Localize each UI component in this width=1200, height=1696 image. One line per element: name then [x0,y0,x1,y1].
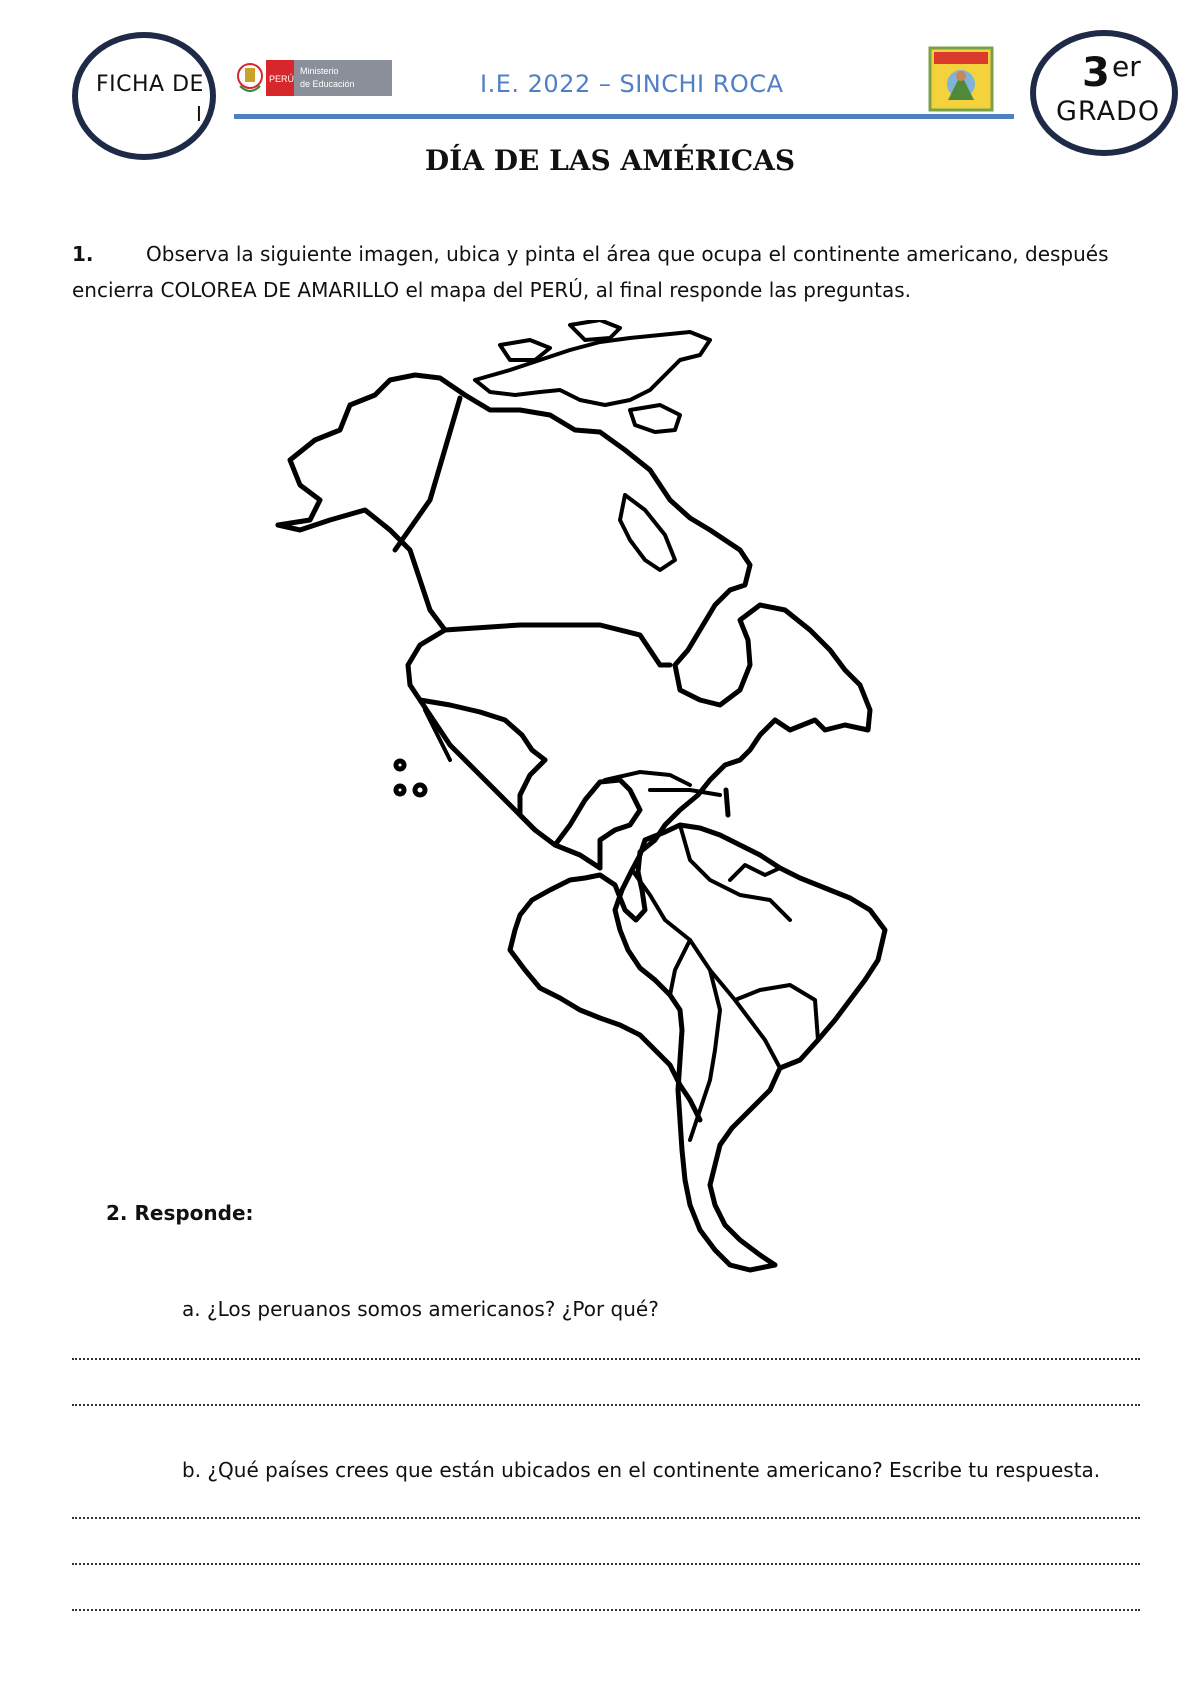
ficha-badge [72,32,216,160]
ministry-logo [236,56,394,100]
answer-line-b1[interactable] [72,1517,1140,1519]
school-title: I.E. 2022 – SINCHI ROCA [480,70,784,98]
answer-line-a1[interactable] [72,1358,1140,1360]
ficha-label: FICHA DE [96,72,204,97]
question2b-text: b. ¿Qué países crees que están ubicados en el continente americano? Escribe tu respuesta. [182,1458,1101,1482]
grade-number: 3 [1082,50,1110,96]
question1-number: 1. [72,242,94,266]
school-crest-icon [928,46,994,112]
ficha-line2: I [196,102,202,126]
header-rule [234,114,1014,119]
question2-heading: 2. Responde: [106,1201,254,1225]
page-title: DÍA DE LAS AMÉRICAS [424,144,796,177]
question2a-text: a. ¿Los peruanos somos americanos? ¿Por qué? [182,1297,659,1321]
ministry-country: PERÚ [269,74,295,84]
ministry-text-2: de Educación [300,79,355,89]
ministry-text-1: Ministerio [300,66,339,76]
north-america-outline [278,375,870,1120]
question1-text-line1: Observa la siguiente imagen, ubica y pinta el área que ocupa el continente americano, después [146,242,1109,266]
americas-map [270,320,980,1280]
answer-line-a2[interactable] [72,1404,1140,1406]
answer-line-b2[interactable] [72,1563,1140,1565]
grade-suffix: er [1112,50,1141,83]
grade-label: GRADO [1056,96,1161,127]
peru-shield-icon [238,64,262,91]
grade-badge [1030,30,1178,156]
answer-line-b3[interactable] [72,1609,1140,1611]
question1-text-line2: encierra COLOREA DE AMARILLO el mapa del PERÚ, al final responde las preguntas. [72,278,911,302]
